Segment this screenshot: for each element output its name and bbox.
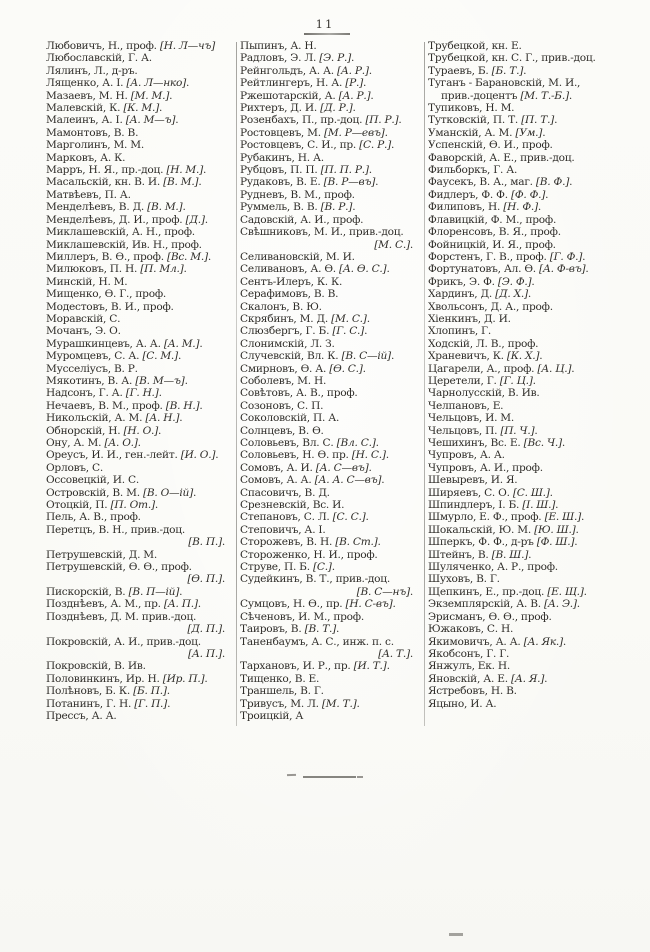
index-entry-line: Судейкинъ, В. Т., прив.-доц.: [240, 573, 390, 586]
index-entry-line: Мусселіусъ, В. Р.: [46, 362, 138, 375]
index-entry-line: Рубцовъ, П. П. [П. П. Р.].: [240, 164, 372, 177]
abbreviation-note: [В. Н.]: [165, 399, 200, 412]
abbreviation-note: [П. Мл.]: [140, 263, 184, 276]
index-entry-line: Фидлеръ, Ф. Ф. [Ф. Ф.].: [428, 188, 549, 201]
index-entry-line: Минскій, Н. М.: [46, 275, 128, 288]
column-divider-2: [424, 42, 425, 726]
abbreviation-note: [А. Ф-въ]: [539, 263, 586, 276]
index-entry-line: [А. Т.].: [378, 647, 413, 660]
abbreviation-note: [П. Ч.]: [500, 424, 535, 437]
abbreviation-note: [П. Р.]: [365, 114, 399, 127]
index-entry-line: Якобсонъ, Г. Г.: [428, 647, 510, 660]
index-entry-line: Потанинъ, Г. Н. [Г. П.].: [46, 697, 171, 710]
index-entry-line: Тищенко, В. Е.: [240, 672, 320, 685]
index-entry-line: Чешихинъ, Вс. Е. [Вс. Ч.].: [428, 437, 566, 449]
index-entry-line: Экземплярскій, А. В. [А. Э.].: [428, 598, 580, 611]
index-entry-line: Любовичъ, Н., проф. [Н. Л—чъ]: [46, 40, 215, 52]
abbreviation-note: [А. Т.]: [378, 647, 410, 660]
index-entry-line: Случевскій, Вл. К. [В. С—ій].: [240, 350, 395, 363]
abbreviation-note: [Ѳ. П.]: [187, 573, 222, 586]
index-entry-line: Менделѣевъ, Д. И., проф. [Д.].: [46, 213, 208, 226]
index-entry-line: Милюковъ, П. Н. [П. Мл.].: [46, 263, 187, 276]
abbreviation-note: [А. Р.]: [338, 89, 371, 102]
index-entry-line: Южаковъ, С. Н.: [428, 623, 514, 636]
abbreviation-note: [В. Ст.]: [335, 536, 378, 549]
index-entry-line: Соколовскій, П. А.: [240, 412, 340, 425]
index-entry-line: Цагарели, А., проф. [А. Ц.].: [428, 362, 575, 375]
abbreviation-note: [Ѳ. С.]: [329, 362, 363, 375]
abbreviation-note: [А. Ѳ. С.]: [339, 263, 387, 276]
abbreviation-note: [А. М.]: [163, 337, 200, 350]
index-entry-line: Стороженко, Н. И., проф.: [240, 548, 378, 561]
index-entry-line: Нечаевъ, В. М., проф. [В. Н.].: [46, 399, 203, 412]
index-columns: [46, 40, 628, 726]
index-entry-line: Чупровъ, А. А.: [428, 449, 505, 462]
index-entry-line: Половинкинъ, Ир. Н. [Ир. П.].: [46, 672, 208, 685]
ink-smudge: [449, 933, 463, 936]
index-entry-line: Полѣновъ, Б. К. [Б. П.].: [46, 685, 170, 698]
abbreviation-note: [А. А. С—въ]: [314, 474, 382, 487]
abbreviation-note: [В. П.]: [188, 536, 222, 549]
index-entry-line: [М. С.].: [374, 238, 413, 251]
index-entry-line: Рихтеръ, Д. И. [Д. Р.].: [240, 102, 356, 115]
index-entry-line: Форстенъ, Г. В., проф. [Г. Ф.].: [428, 250, 586, 263]
index-entry-line: [А. П.].: [187, 647, 225, 660]
name-column-3: [428, 40, 628, 710]
index-entry-line: Тривусъ, М. Л. [М. Т.].: [240, 697, 360, 710]
abbreviation-note: [С. М.]: [142, 350, 178, 363]
index-entry-line: Миклашевскій, Ив. Н., проф.: [46, 238, 202, 251]
index-entry-line: прив.-доцентъ [М. Т.-Б.].: [441, 89, 572, 102]
abbreviation-note: [С. Р.]: [359, 139, 392, 152]
index-entry-line: Малеинъ, А. І. [А. М—ъ].: [46, 114, 179, 127]
index-entry-line: Лященко, А. І. [А. Л—нко].: [46, 77, 190, 90]
index-entry-line: [Ѳ. П.].: [187, 573, 225, 586]
abbreviation-note: [А. О.]: [104, 437, 138, 449]
abbreviation-note: [К. М.]: [123, 102, 159, 115]
abbreviation-note: [А. Я.]: [510, 672, 545, 685]
name-column-2: [240, 40, 421, 722]
index-entry-line: Тутковскій, П. Т. [П. Т.].: [428, 114, 558, 127]
index-entry-line: Ону, А. М. [А. О.].: [46, 437, 141, 449]
index-entry-line: Струве, П. Б. [С.].: [240, 561, 335, 574]
index-entry-line: [В. П.].: [188, 536, 225, 549]
index-entry-line: Уманскій, А. М. [Ум.].: [428, 126, 546, 139]
index-entry-line: Ходскій, Л. В., проф.: [428, 337, 539, 350]
index-entry-line: Шевыревъ, И. Я.: [428, 474, 518, 487]
abbreviation-note: [Н. О.]: [123, 424, 159, 437]
abbreviation-note: [В. Ш.]: [491, 548, 529, 561]
index-entry-line: Миллеръ, В. Ѳ., проф. [Вс. М.].: [46, 250, 212, 263]
index-entry-line: Сентъ-Илеръ, К. К.: [240, 275, 343, 288]
index-entry-line: Ширяевъ, С. О. [С. Ш.].: [428, 486, 553, 499]
index-entry-line: Ореусъ, И. И., ген.-лейт. [И. О.].: [46, 449, 219, 462]
abbreviation-note: [С. С.]: [332, 511, 366, 524]
index-entry-line: Срезневскій, Вс. И.: [240, 499, 345, 512]
index-entry-line: Соловьевъ, Н. Ѳ. пр. [Н. С.].: [240, 449, 389, 462]
index-entry-line: Ржешотарскій, А. [А. Р.].: [240, 89, 374, 102]
abbreviation-note: [М. Т.]: [321, 697, 357, 710]
abbreviation-note: [А. Л—нко]: [126, 77, 187, 90]
index-entry-line: Шокальскій, Ю. М. [Ю. Ш.].: [428, 523, 579, 536]
index-entry-line: Покровскій, В. Ив.: [46, 660, 146, 673]
abbreviation-note: [Ю. Ш.]: [534, 523, 576, 536]
index-entry-line: Мочанъ, Э. О.: [46, 325, 121, 338]
abbreviation-note: [А. П.]: [163, 598, 198, 611]
index-entry-line: Ростовцевъ, С. И., пр. [С. Р.].: [240, 139, 395, 152]
index-entry-line: Рудневъ, В. М., проф.: [240, 188, 355, 201]
index-entry-line: Серафимовъ, В. В.: [240, 288, 339, 301]
index-entry-line: Садовскій, А. И., проф.: [240, 213, 364, 226]
abbreviation-note: [Н. Л—чъ]: [159, 40, 215, 52]
index-entry-line: Пискорскій, В. [В. П—ій].: [46, 585, 183, 598]
index-entry-line: Шуховъ, В. Г.: [428, 573, 500, 586]
index-entry-line: Слонимскій, Л. З.: [240, 337, 335, 350]
index-entry-line: Марголинъ, М. М.: [46, 139, 144, 152]
index-entry-line: Перетцъ, В. Н., прив.-доц.: [46, 523, 185, 536]
index-entry-line: Надсонъ, Г. А. [Г. Н.].: [46, 387, 162, 400]
index-entry-line: Марковъ, А. К.: [46, 151, 126, 164]
abbreviation-note: [Д. Р.]: [320, 102, 353, 115]
abbreviation-note: [В. Ф.]: [535, 176, 570, 189]
index-entry-line: Марръ, Н. Я., пр.-доц. [Н. М.].: [46, 164, 207, 177]
index-entry-line: Троицкій, А: [240, 709, 304, 722]
index-entry-line: Церетели, Г. [Г. Ц.].: [428, 374, 536, 387]
index-entry-line: Лялинъ, Л., д-ръ.: [46, 64, 138, 77]
index-entry-line: Малевскій, К. [К. М.].: [46, 102, 163, 115]
index-entry-line: Хвольсонъ, Д. А., проф.: [428, 300, 553, 313]
abbreviation-note: [Ф. Ф.]: [510, 188, 546, 201]
abbreviation-note: [Н. С-въ]: [345, 598, 393, 611]
index-entry-line: Чельцовъ, И. М.: [428, 412, 515, 425]
index-entry-line: Прессъ, А. А.: [46, 709, 117, 722]
index-entry-line: Чарнолусскій, В. Ив.: [428, 387, 540, 400]
index-entry-line: Флавицкій, Ф. М., проф.: [428, 213, 557, 226]
index-entry-line: Таировъ, В. [В. Т.].: [240, 623, 340, 636]
index-entry-line: Сторожевъ, В. Н. [В. Ст.].: [240, 536, 381, 549]
abbreviation-note: [Э. Ф.]: [497, 275, 532, 288]
abbreviation-note: [Ф. Ш.]: [536, 536, 575, 549]
index-entry-line: Орловъ, С.: [46, 461, 103, 474]
index-entry-line: Рубакинъ, Н. А.: [240, 151, 324, 164]
index-entry-line: Сомовъ, А. И. [А. С—въ].: [240, 461, 372, 474]
abbreviation-note: [Б. Т.]: [491, 64, 524, 77]
abbreviation-note: [В. Т.]: [304, 623, 337, 636]
abbreviation-note: [П. Т.]: [521, 114, 555, 127]
index-entry-line: Сѣченовъ, И. М., проф.: [240, 610, 364, 623]
index-entry-line: Флоренсовъ, В. Я., проф.: [428, 226, 561, 239]
abbreviation-note: [В. Р.]: [320, 201, 353, 214]
index-entry-line: Мазаевъ, М. Н. [М. М.].: [46, 89, 173, 102]
name-column-1: [46, 40, 233, 722]
abbreviation-note: [Г. Ф.]: [549, 250, 583, 263]
column-divider-1: [236, 42, 237, 726]
abbreviation-note: [В. М—ъ]: [135, 374, 185, 387]
index-entry-line: Якимовичъ, А. А. [А. Як.].: [428, 635, 567, 648]
index-entry-line: [В. С—нъ].: [356, 585, 413, 598]
abbreviation-note: [П. П. Р.]: [320, 164, 369, 177]
index-entry-line: Ястребовъ, Н. В.: [428, 685, 517, 698]
index-entry-line: Янжулъ, Ек. Н.: [428, 660, 510, 673]
index-entry-line: Модестовъ, В. И., проф.: [46, 300, 174, 313]
index-entry-line: Позднѣевъ, Д. М. прив.-доц.: [46, 610, 197, 623]
index-entry-line: Пыпинъ, А. Н.: [240, 40, 317, 52]
index-entry-line: Солнцевъ, В. Ѳ.: [240, 424, 324, 437]
index-entry-line: Фойницкій, И. Я., проф.: [428, 238, 556, 251]
index-entry-line: Никольскій, А. М. [А. Н.].: [46, 412, 183, 425]
abbreviation-note: [П. От.]: [110, 499, 155, 512]
index-entry-line: Рудаковъ, В. Е. [В. Р—въ].: [240, 176, 379, 189]
index-entry-line: Покровскій, А. И., прив.-доц.: [46, 635, 201, 648]
index-entry-line: Храневичъ, К. [К. Х.].: [428, 350, 543, 363]
index-entry-line: Отоцкій, П. [П. От.].: [46, 499, 158, 512]
index-entry-line: Челпановъ, Е.: [428, 399, 504, 412]
index-entry-line: Муромцевъ, С. А. [С. М.].: [46, 350, 182, 363]
abbreviation-note: [А. М—ъ]: [125, 114, 176, 127]
index-entry-line: Хіенкинъ, Д. И.: [428, 312, 511, 325]
abbreviation-note: [Г. С.]: [332, 325, 365, 338]
abbreviation-note: [Вс. Ч.]: [523, 437, 562, 449]
index-entry-line: Яновскій, А. Е. [А. Я.].: [428, 672, 548, 685]
ink-smudge: [303, 776, 356, 778]
abbreviation-note: [А. Э.]: [544, 598, 577, 611]
index-entry-line: Эрисманъ, Ѳ. Ѳ., проф.: [428, 610, 552, 623]
index-entry-line: Матвѣевъ, П. А.: [46, 188, 131, 201]
index-entry-line: Чельцовъ, П. [П. Ч.].: [428, 424, 538, 437]
index-entry-line: Шпиндлеръ, І. Б. [І. Ш.].: [428, 499, 559, 512]
abbreviation-note: [Вс. М.]: [166, 250, 208, 263]
abbreviation-note: [Ир. П.]: [162, 672, 205, 685]
index-entry-line: Соловьевъ, Вл. С. [Вл. С.].: [240, 437, 379, 449]
index-entry-line: Шперкъ, Ф. Ф., д-ръ [Ф. Ш.].: [428, 536, 578, 549]
abbreviation-note: [Вл. С.]: [336, 437, 376, 449]
index-entry-line: Пель, А. В., проф.: [46, 511, 141, 524]
abbreviation-note: [И. О.]: [180, 449, 216, 462]
index-entry-line: Тархановъ, И. Р., пр. [И. Т.].: [240, 660, 390, 673]
index-entry-line: Соболевъ, М. Н.: [240, 374, 327, 387]
index-entry-line: Скалонъ, В. Ю.: [240, 300, 322, 313]
index-entry-line: Спасовичъ, В. Д.: [240, 486, 330, 499]
index-entry-line: Рейнгольдъ, А. А. [А. Р.].: [240, 64, 372, 77]
abbreviation-note: [А. Н.]: [145, 412, 180, 425]
abbreviation-note: [М. М.]: [130, 89, 170, 102]
index-entry-line: Созоновъ, С. П.: [240, 399, 324, 412]
abbreviation-note: [В. О—ій]: [142, 486, 193, 499]
abbreviation-note: [І. Ш.]: [522, 499, 556, 512]
index-entry-line: Шуляченко, А. Р., проф.: [428, 561, 558, 574]
index-entry-line: Моравскій, С.: [46, 312, 121, 325]
index-entry-line: Менделѣевъ, В. Д. [В. М.].: [46, 201, 186, 214]
abbreviation-note: [Е. Щ.]: [547, 585, 584, 598]
index-entry-line: Фортунатовъ, Ал. Ѳ. [А. Ф-въ].: [428, 263, 589, 276]
index-entry-line: Миклашевскій, А. Н., проф.: [46, 226, 195, 239]
index-entry-line: Филиповъ, Н. [Н. Ф.].: [428, 201, 542, 214]
index-entry-line: Трубецкой, кн. Е.: [428, 40, 522, 52]
index-entry-line: Рейтлингеръ, Н. А. [Р.].: [240, 77, 367, 90]
index-entry-line: Штейнъ, В. [В. Ш.].: [428, 548, 532, 561]
index-entry-line: Петрушевскій, Д. М.: [46, 548, 158, 561]
index-entry-line: Мурашкинцевъ, А. А. [А. М.].: [46, 337, 203, 350]
abbreviation-note: [Р.]: [345, 77, 363, 90]
abbreviation-note: [В. Р—въ]: [323, 176, 376, 189]
abbreviation-note: [М. Р—евъ]: [324, 126, 385, 139]
index-entry-line: Тупиковъ, Н. М.: [428, 102, 515, 115]
abbreviation-note: [Д.]: [185, 213, 205, 226]
abbreviation-note: [А. Р.]: [336, 64, 369, 77]
abbreviation-note: [В. С—ій]: [341, 350, 391, 363]
index-entry-line: Слюзбергъ, Г. Б. [Г. С.].: [240, 325, 368, 338]
index-entry-line: Радловъ, Э. Л. [Э. Р.].: [240, 52, 355, 65]
index-entry-line: Успенскій, Ѳ. И., проф.: [428, 139, 553, 152]
index-entry-line: Яцыно, И. А.: [428, 697, 497, 710]
abbreviation-note: [М. С.]: [374, 238, 410, 251]
index-entry-line: Мякотинъ, В. А. [В. М—ъ].: [46, 374, 188, 387]
abbreviation-note: [Г. Ц.]: [499, 374, 533, 387]
abbreviation-note: [Г. П.]: [134, 697, 168, 710]
index-entry-line: Масальскій, кн. В. И. [В. М.].: [46, 176, 202, 189]
abbreviation-note: [Э. Р.]: [319, 52, 352, 65]
index-entry-line: Оссовецкій, И. С.: [46, 474, 139, 487]
index-entry-line: Траншель, В. Г.: [240, 685, 324, 698]
index-entry-line: Селивановскій, М. И.: [240, 250, 355, 263]
index-entry-line: Фаворскій, А. Е., прив.-доц.: [428, 151, 575, 164]
abbreviation-note: [Н. М.]: [166, 164, 204, 177]
index-entry-line: Мищенко, Ѳ. Г., проф.: [46, 288, 166, 301]
abbreviation-note: [В. М.]: [147, 201, 183, 214]
abbreviation-note: [М. С.]: [331, 312, 367, 325]
index-entry-line: Тураевъ, Б. [Б. Т.].: [428, 64, 527, 77]
abbreviation-note: [А. Як.]: [523, 635, 563, 648]
index-entry-line: Шмурло, Е. Ф., проф. [Е. Ш.].: [428, 511, 585, 524]
abbreviation-note: [И. Т.]: [353, 660, 387, 673]
ink-smudge: [287, 774, 296, 776]
index-entry-line: Фильборкъ, Г. А.: [428, 164, 518, 177]
abbreviation-note: [Б. П.]: [133, 685, 167, 698]
index-entry-line: Фрикъ, Э. Ф. [Э. Ф.].: [428, 275, 535, 288]
abbreviation-note: [Д. П.]: [187, 623, 222, 636]
abbreviation-note: [А. Ц.]: [537, 362, 572, 375]
abbreviation-note: [Г. Н.]: [125, 387, 159, 400]
abbreviation-note: [В. С—нъ]: [356, 585, 410, 598]
abbreviation-note: [В. М.]: [163, 176, 199, 189]
index-entry-line: Обнорскій, Н. [Н. О.].: [46, 424, 162, 437]
index-entry-line: Островскій, В. М. [В. О—ій].: [46, 486, 197, 499]
index-entry-line: Скрябинъ, М. Д. [М. С.].: [240, 312, 370, 325]
index-entry-line: Хардинъ, Д. [Д. Х.].: [428, 288, 532, 301]
abbreviation-note: [С.]: [312, 561, 332, 574]
page-number: 11: [315, 17, 335, 31]
abbreviation-note: [Е. Ш.]: [544, 511, 582, 524]
index-entry-line: Хлопинъ, Г.: [428, 325, 491, 338]
index-entry-line: Мамонтовъ, В. В.: [46, 126, 139, 139]
abbreviation-note: [Ум.]: [515, 126, 543, 139]
header-rule: [304, 33, 350, 35]
abbreviation-note: [А. С—въ]: [315, 461, 369, 474]
index-entry-line: Туганъ - Барановскій, М. И.,: [428, 77, 581, 90]
index-entry-line: Степовичъ, А. І.: [240, 523, 326, 536]
index-entry-line: Чупровъ, А. И., проф.: [428, 461, 543, 474]
index-entry-line: Сумцовъ, Н. Ѳ., пр. [Н. С-въ].: [240, 598, 396, 611]
abbreviation-note: [А. П.]: [187, 647, 222, 660]
index-entry-line: Позднѣевъ, А. М., пр. [А. П.].: [46, 598, 201, 611]
index-entry-line: Трубецкой, кн. С. Г., прив.-доц.: [428, 52, 596, 65]
abbreviation-note: [М. Т.-Б.]: [520, 89, 569, 102]
index-entry-line: Степановъ, С. Л. [С. С.].: [240, 511, 369, 524]
index-entry-line: Руммель, В. В. [В. Р.].: [240, 201, 356, 214]
index-entry-line: Селивановъ, А. Ѳ. [А. Ѳ. С.].: [240, 263, 390, 276]
abbreviation-note: [Н. С.]: [351, 449, 386, 462]
index-entry-line: Смирновъ, Ѳ. А. [Ѳ. С.].: [240, 362, 366, 375]
abbreviation-note: [К. Х.]: [506, 350, 540, 363]
index-entry-line: Таненбаумъ, А. С., инж. п. с.: [240, 635, 394, 648]
index-entry-line: Свѣшниковъ, М. И., прив.-доц.: [240, 226, 404, 239]
index-entry-line: Любославскій, Г. А.: [46, 52, 152, 65]
index-entry-line: Фаусекъ, В. А., маг. [В. Ф.].: [428, 176, 573, 189]
ink-smudge: [357, 776, 363, 778]
index-entry-line: Ростовцевъ, М. [М. Р—евъ].: [240, 126, 388, 139]
index-entry-line: Совѣтовъ, А. В., проф.: [240, 387, 358, 400]
index-entry-line: Розенбахъ, П., пр.-доц. [П. Р.].: [240, 114, 402, 127]
abbreviation-note: [Н. Ф.]: [503, 201, 538, 214]
index-entry-line: Сомовъ, А. А. [А. А. С—въ].: [240, 474, 385, 487]
abbreviation-note: [С. Ш.]: [512, 486, 550, 499]
index-entry-line: Щепкинъ, Е., пр.-доц. [Е. Щ.].: [428, 585, 587, 598]
index-entry-line: Петрушевскій, Ѳ. Ѳ., проф.: [46, 561, 192, 574]
abbreviation-note: [Д. Х.]: [495, 288, 528, 301]
abbreviation-note: [В. П—ій]: [128, 585, 180, 598]
index-entry-line: [Д. П.].: [187, 623, 225, 636]
